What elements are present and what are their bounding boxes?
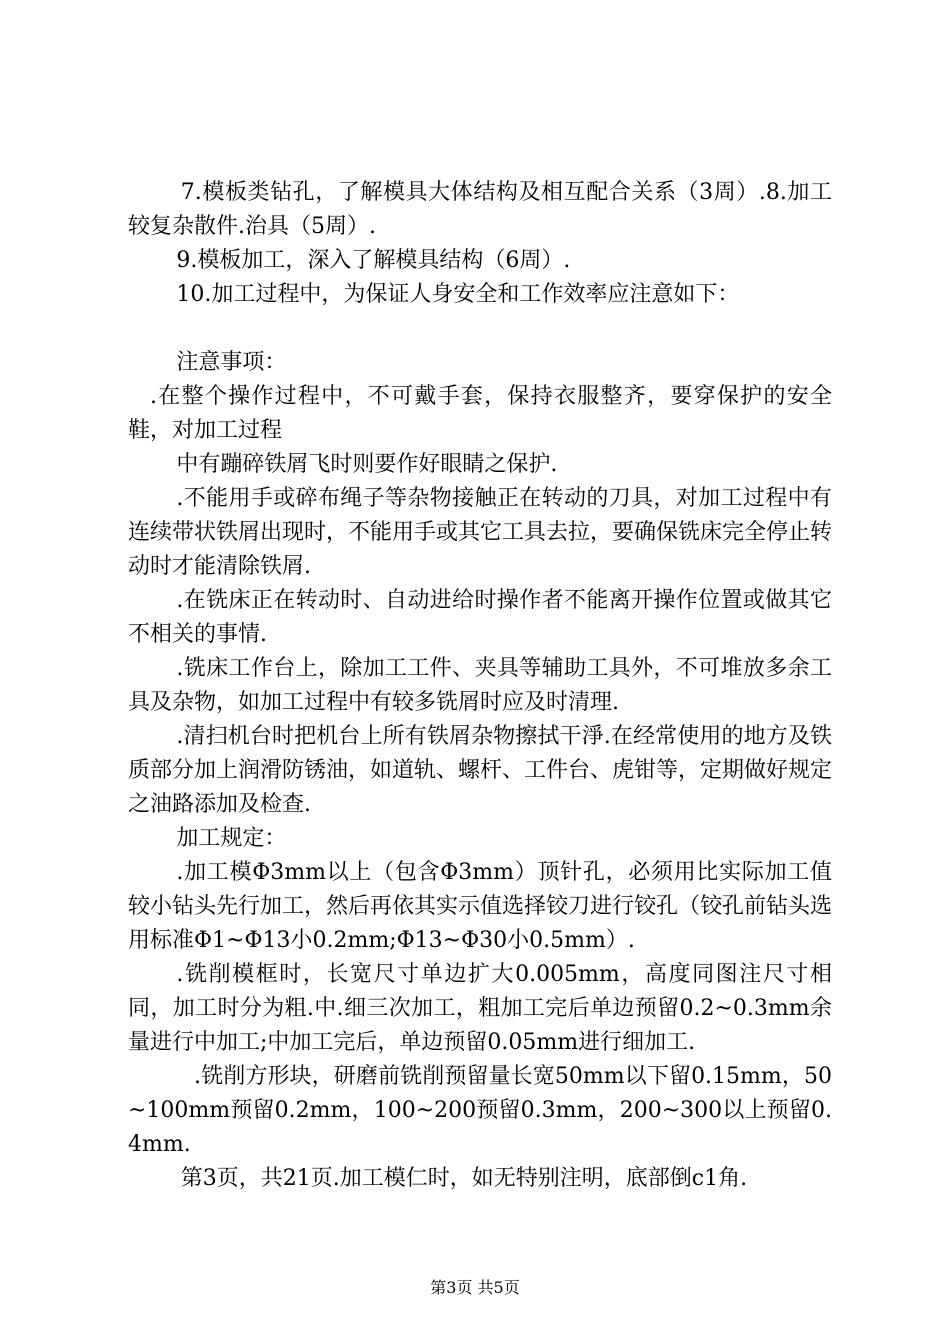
paragraph-precaution-1-cont: 中有蹦碎铁屑飞时则要作好眼睛之保护.: [176, 452, 558, 477]
paragraph-rule-3: .铣削方形块，研磨前铣削预留量长宽50mm以下留0.15mm，50~100mm预留0.2mm，100~200预留0.3mm，200~300以上预留0.4mm.: [128, 1064, 832, 1157]
paragraph-training-step-7-8: 7.模板类钻孔，了解模具大体结构及相互配合关系（3周）.8.加工较复杂散件.治具（5周）.: [128, 180, 832, 239]
paragraph-training-step-10: 10.加工过程中，为保证人身安全和工作效率应注意如下：: [176, 282, 740, 307]
paragraph-precaution-3: .在铣床正在转动时、自动进给时操作者不能离开操作位置或做其它不相关的事情.: [128, 588, 832, 647]
section-heading-precautions: 注意事项：: [176, 350, 287, 375]
paragraph-precaution-4: .铣床工作台上，除加工工件、夹具等辅助工具外，不可堆放多余工具及杂物，如加工过程中有较多铣屑时应及时清理.: [128, 656, 832, 715]
section-heading-machining-rules: 加工规定：: [176, 826, 287, 851]
paragraph-rule-2: .铣削模框时，长宽尺寸单边扩大0.005mm，高度同图注尺寸相同，加工时分为粗.中.细三次加工，粗加工完后单边预留0.2~0.3mm余量进行中加工;中加工完后，单边预留0.05mm进行细加工.: [128, 962, 832, 1055]
paragraph-rule-1: .加工模Φ3mm以上（包含Φ3mm）顶针孔，必须用比实际加工值较小钻头先行加工，然后再依其实示值选择铰刀进行铰孔（铰孔前钻头选用标准Φ1~Φ13小0.2mm;Φ13~Φ30小0.5mm）.: [128, 860, 833, 953]
paragraph-rule-4: 第3页，共21页.加工模仁时，如无特别注明，底部倒c1角.: [180, 1166, 748, 1191]
paragraph-training-step-9: 9.模板加工，深入了解模具结构（6周）.: [176, 248, 571, 273]
page-footer: 第3页 共5页: [430, 1278, 520, 1297]
paragraph-precaution-2: .不能用手或碎布绳子等杂物接触正在转动的刀具，对加工过程中有连续带状铁屑出现时，不能用手或其它工具去拉，要确保铣床完全停止转动时才能清除铁屑.: [128, 486, 833, 579]
paragraph-precaution-5: .清扫机台时把机台上所有铁屑杂物擦拭干淨.在经常使用的地方及铁质部分加上润滑防锈油，如道轨、螺杆、工件台、虎钳等，定期做好规定之油路添加及检查.: [128, 724, 833, 817]
paragraph-precaution-1: .在整个操作过程中，不可戴手套，保持衣服整齐，要穿保护的安全鞋，对加工过程: [128, 384, 832, 443]
document-body: [128, 176, 832, 1196]
